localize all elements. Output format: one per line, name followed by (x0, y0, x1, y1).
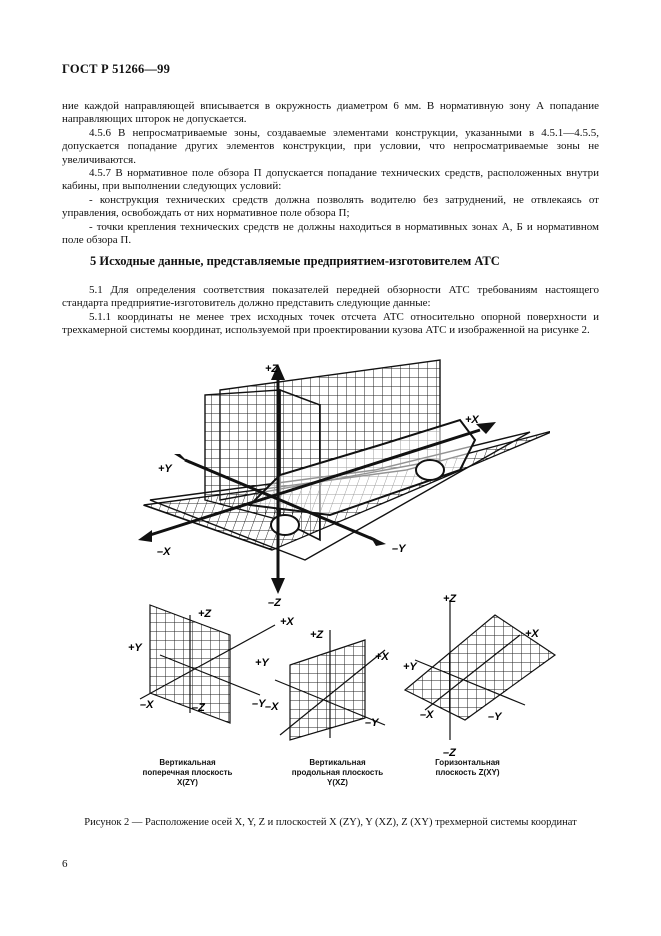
paragraph-4-5-6: 4.5.6 В непросматриваемые зоны, создаваемые элементами конструкции, указанными в 4.5.1—4.5.5, допускается попадание других элементов конструкции, при условии, что непросматриваемые зоны не увеличиваются. (62, 127, 599, 166)
sub2-pz: +Z (310, 629, 324, 641)
subfigure-longitudinal-plane (245, 610, 415, 750)
axis-label-px: +X (465, 414, 479, 426)
section-title: 5 Исходные данные, представляемые предприятием-изготовителем АТС (90, 254, 500, 268)
sub3-px: +X (525, 628, 539, 640)
sub1-py: +Y (128, 642, 142, 654)
sub1-nx: –X (140, 699, 154, 711)
paragraph-5-1-1: 5.1.1 координаты не менее трех исходных точек отсчета АТС относительно опорной поверхности и трехкамерной системы координат, используемой при проектировании кузова АТС и изображенной на рисунке 2. (62, 311, 599, 337)
sub3-py: +Y (403, 661, 417, 673)
sub2-ny: –Y (365, 717, 379, 729)
sub3-nz: –Z (443, 747, 456, 759)
document-header: ГОСТ Р 51266—99 (62, 62, 171, 76)
axis-label-nx: –X (157, 546, 171, 558)
subfigure-horizontal-plane (395, 590, 565, 760)
subcaption-longitudinal: Вертикальная продольная плоскость Y(XZ) (291, 758, 384, 787)
figure-caption: Рисунок 2 — Расположение осей X, Y, Z и плоскостей X (ZY), Y (XZ), Z (XY) трехмерной системы координат (84, 817, 577, 828)
axis-label-nz: –Z (268, 597, 281, 609)
axis-label-py: +Y (158, 463, 172, 475)
paragraph-5-1: 5.1 Для определения соответствия показателей передней обзорности АТС требованиям настоящего стандарта предприятие-изготовитель должно представить следующие данные: (62, 284, 599, 310)
paragraph-text: ние каждой направляющей вписывается в окружность диаметром 6 мм. В нормативную зону А попадание направляющих шторок не допускается. (62, 100, 599, 126)
sub3-nx: –X (420, 709, 434, 721)
figure-3d-coordinate-system (130, 350, 550, 610)
sub2-py: +Y (255, 657, 269, 669)
sub2-px: +X (375, 651, 389, 663)
sub2-nx: –X (265, 701, 279, 713)
paragraph-4-5-7: 4.5.7 В нормативное поле обзора П допускается попадание технических средств, расположенных внутри кабины, при выполнении следующих условий: (62, 167, 599, 193)
page-number: 6 (62, 858, 68, 870)
subcaption-transverse: Вертикальная поперечная плоскость X(ZY) (142, 758, 233, 787)
subcaption-horizontal: Горизонтальная плоскость Z(XY) (435, 758, 500, 777)
sub3-pz: +Z (443, 593, 457, 605)
sub1-ny: –Y (252, 698, 266, 710)
sub1-pz: +Z (198, 608, 212, 620)
list-item-condition-2: - точки крепления технических средств не должны находиться в нормативных зонах А, Б и нормативном поле обзора П. (62, 221, 599, 247)
axis-label-pz: +Z (265, 363, 279, 375)
sub3-ny: –Y (488, 711, 502, 723)
list-item-condition-1: - конструкция технических средств должна позволять водителю без затруднений, не отвлекаясь от управления, освобождать от них нормативное поле обзора П; (62, 194, 599, 220)
axis-label-ny: –Y (392, 543, 406, 555)
sub1-nz: –Z (192, 702, 205, 714)
sub1-px: +X (280, 616, 294, 628)
